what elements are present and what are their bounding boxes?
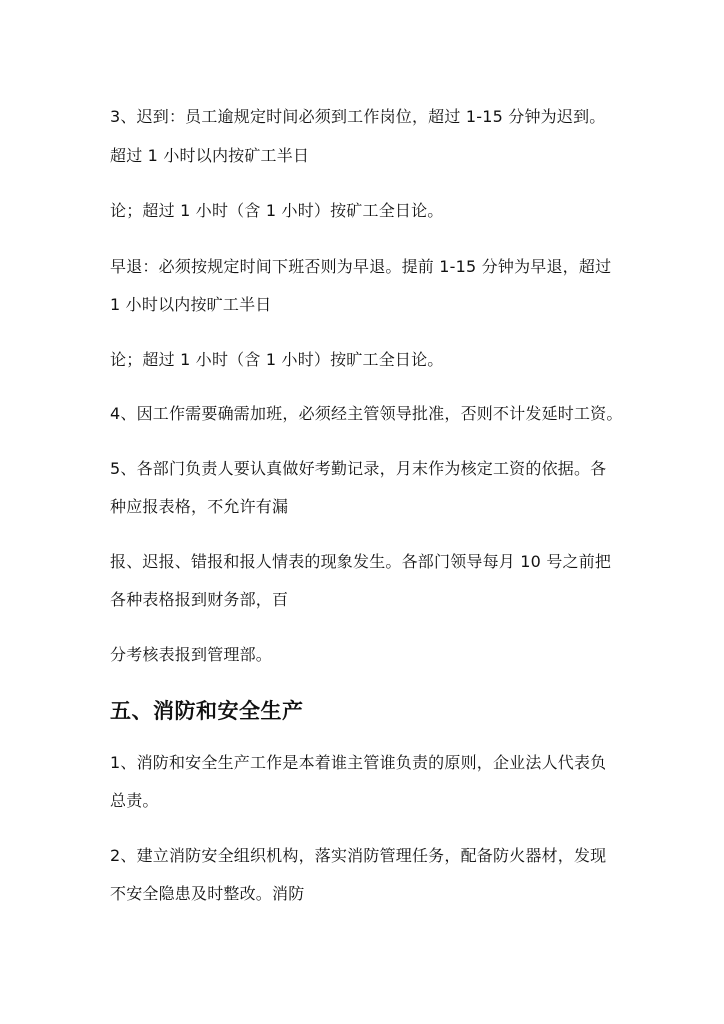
- paragraph-line: 2、建立消防安全组织机构，落实消防管理任务，配备防火器材，发现: [110, 846, 607, 865]
- paragraph-line: 1 小时以内按旷工半日: [110, 295, 272, 314]
- paragraph-line: 论；超过 1 小时（含 1 小时）按矿工全日论。: [110, 201, 444, 220]
- paragraph-line: 超过 1 小时以内按矿工半日: [110, 146, 310, 165]
- section-heading: 五、消防和安全生产: [110, 699, 304, 723]
- paragraph-line: 报、迟报、错报和报人情表的现象发生。各部门领导每月 10 号之前把: [110, 552, 612, 571]
- paragraph-line: 5、各部门负责人要认真做好考勤记录，月末作为核定工资的依据。各: [110, 459, 607, 478]
- paragraph-line: 3、迟到：员工逾规定时间必须到工作岗位，超过 1-15 分钟为迟到。: [110, 107, 606, 126]
- paragraph-line: 各种表格报到财务部，百: [110, 590, 289, 609]
- paragraph-line: 1、消防和安全生产工作是本着谁主管谁负责的原则，企业法人代表负: [110, 753, 607, 772]
- paragraph-line: 不安全隐患及时整改。消防: [110, 884, 305, 903]
- paragraph-line: 早退：必须按规定时间下班否则为早退。提前 1-15 分钟为早退，超过: [110, 257, 612, 276]
- paragraph-line: 总责。: [110, 791, 159, 810]
- paragraph-line: 分考核表报到管理部。: [110, 645, 273, 664]
- paragraph-line: 论；超过 1 小时（含 1 小时）按旷工全日论。: [110, 350, 444, 369]
- paragraph-line: 种应报表格，不允许有漏: [110, 497, 289, 516]
- paragraph-line: 4、因工作需要确需加班，必须经主管领导批准，否则不计发延时工资。: [110, 404, 623, 423]
